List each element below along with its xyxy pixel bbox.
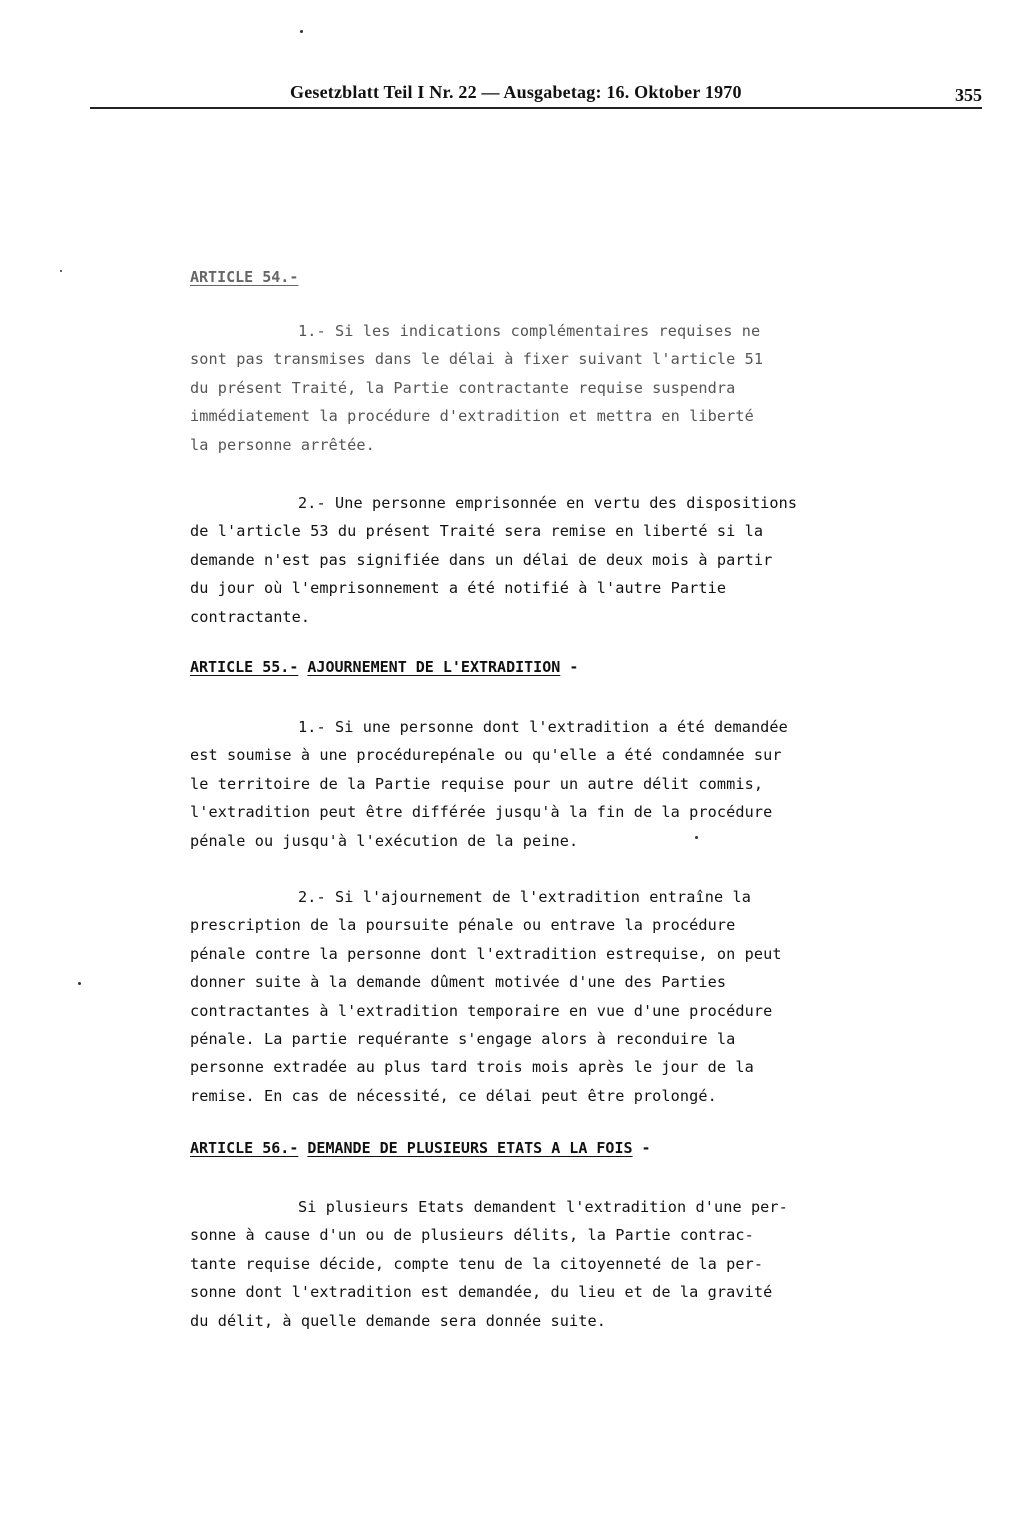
- text-line: la personne arrêtée.: [190, 435, 375, 454]
- text-line: donner suite à la demande dûment motivée d'une des Parties: [190, 973, 727, 992]
- text-line: le territoire de la Partie requise pour un autre délit commis,: [190, 774, 764, 793]
- scan-speck: [78, 982, 81, 985]
- text-line: personne extradée au plus tard trois mois après le jour de la: [190, 1058, 754, 1077]
- scan-speck: [60, 270, 62, 272]
- text-line: contractantes à l'extradition temporaire en vue d'une procédure: [190, 1001, 773, 1020]
- text-line: sont pas transmises dans le délai à fixer suivant l'article 51: [190, 350, 764, 369]
- scan-speck: [695, 836, 698, 839]
- text-line: du jour où l'emprisonnement a été notifié à l'autre Partie: [190, 579, 727, 598]
- text-line: pénale ou jusqu'à l'exécution de la peine.: [190, 831, 579, 850]
- text-line: immédiatement la procédure d'extradition et mettra en liberté: [190, 407, 754, 426]
- text-line: tante requise décide, compte tenu de la citoyenneté de la per-: [190, 1254, 764, 1273]
- text-line: 2.- Si l'ajournement de l'extradition entraîne la: [298, 888, 751, 906]
- article-55-heading: [190, 658, 578, 676]
- text-line: l'extradition peut être différée jusqu'à la fin de la procédure: [190, 803, 773, 822]
- article-55-title: AJOURNEMENT DE L'EXTRADITION: [307, 658, 561, 676]
- article-56-number: ARTICLE 56.-: [190, 1139, 299, 1157]
- text-line: pénale contre la personne dont l'extradition estrequise, on peut: [190, 944, 782, 963]
- text-line: de l'article 53 du présent Traité sera remise en liberté si la: [190, 522, 764, 541]
- text-line: contractante.: [190, 607, 311, 626]
- article-56-title: DEMANDE DE PLUSIEURS ETATS A LA FOIS: [307, 1139, 633, 1157]
- text-line: du délit, à quelle demande sera donnée suite.: [190, 1311, 606, 1330]
- article-55-suffix: -: [569, 658, 579, 676]
- text-line: remise. En cas de nécessité, ce délai peut être prolongé.: [190, 1086, 717, 1105]
- article-55-number: ARTICLE 55.-: [190, 658, 299, 676]
- article-54-heading-text: ARTICLE 54.-: [190, 268, 299, 286]
- article-55-paragraph-1: [190, 713, 870, 855]
- text-line: sonne à cause d'un ou de plusieurs délits, la Partie contrac-: [190, 1226, 754, 1245]
- text-line: prescription de la poursuite pénale ou entrave la procédure: [190, 916, 736, 935]
- page-number: 355: [955, 85, 982, 105]
- article-54-heading: [190, 268, 298, 286]
- gazette-title: Gesetzblatt Teil I Nr. 22 — Ausgabetag: 16. Oktober 1970: [290, 82, 742, 102]
- text-line: du présent Traité, la Partie contractante requise suspendra: [190, 378, 736, 397]
- text-line: demande n'est pas signifiée dans un délai de deux mois à partir: [190, 550, 773, 569]
- text-line: est soumise à une procédurepénale ou qu'elle a été condamnée sur: [190, 746, 782, 765]
- scan-speck: [300, 30, 303, 33]
- text-line: 1.- Si une personne dont l'extradition a été demandée: [298, 718, 788, 736]
- text-line: 2.- Une personne emprisonnée en vertu des dispositions: [298, 494, 798, 512]
- article-56-paragraph-1: [190, 1193, 870, 1335]
- article-54-paragraph-1: [190, 317, 870, 459]
- article-55-paragraph-2: [190, 883, 870, 1110]
- article-54-paragraph-2: [190, 489, 870, 631]
- article-56-suffix: -: [641, 1139, 651, 1157]
- text-line: sonne dont l'extradition est demandée, du lieu et de la gravité: [190, 1283, 773, 1302]
- text-line: pénale. La partie requérante s'engage alors à reconduire la: [190, 1029, 736, 1048]
- text-line: Si plusieurs Etats demandent l'extradition d'une per-: [298, 1198, 788, 1216]
- page-header: [90, 82, 982, 110]
- text-line: 1.- Si les indications complémentaires requises ne: [298, 322, 761, 340]
- article-56-heading: [190, 1139, 651, 1157]
- header-rule: [90, 107, 982, 109]
